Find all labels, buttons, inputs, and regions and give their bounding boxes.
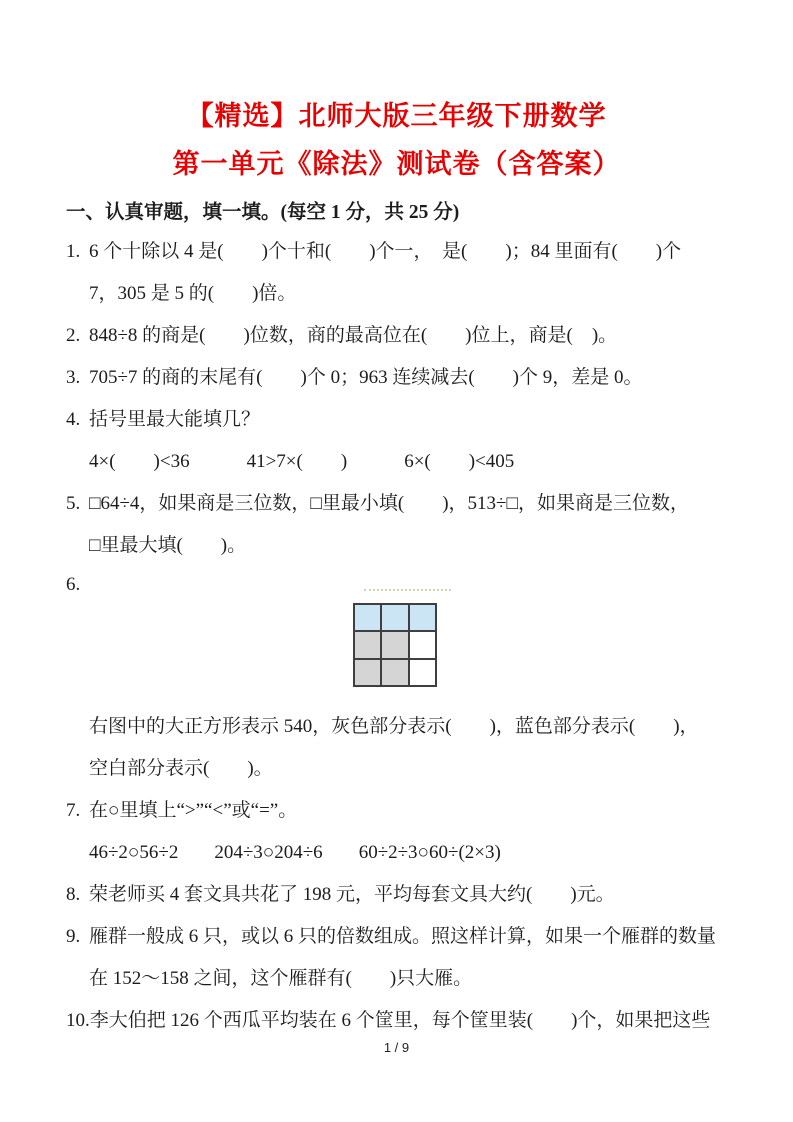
grid-cell [382, 632, 407, 657]
equation: 204÷3○204÷6 [214, 842, 323, 863]
question-line: 空白部分表示( )。 [89, 758, 273, 779]
question-number: 5. [66, 493, 81, 514]
question-line: 在 152～158 之间，这个雁群有( )只大雁。 [89, 968, 473, 989]
equation: 60÷2÷3○60÷(2×3) [358, 842, 501, 863]
question-line: 雁群一般成 6 只，或以 6 只的倍数组成。照这样计算，如果一个雁群的数量 [89, 926, 717, 947]
equation: 41>7×( ) [246, 451, 348, 472]
equation: 6×( )<405 [404, 451, 515, 472]
grid-cell [410, 605, 435, 630]
question-4 [66, 399, 753, 483]
question-line: 6 个十除以 4 是( )个十和( )个一， 是( )；84 里面有( )个 [89, 241, 682, 262]
question-line: 李大伯把 126 个西瓜平均装在 6 个筐里，每个筐里装( )个，如果把这些 [89, 1010, 711, 1031]
grid-figure [353, 603, 437, 687]
question-number: 7. [66, 800, 81, 821]
question-2 [66, 315, 753, 357]
question-5 [66, 483, 753, 567]
question-line: 括号里最大能填几？ [89, 409, 261, 430]
grid-cell [382, 605, 407, 630]
question-number: 4. [66, 409, 81, 430]
equation: 4×( )<36 [89, 451, 190, 472]
question-line: □里最大填( )。 [89, 535, 247, 556]
grid-cell [355, 632, 380, 657]
question-line: 右图中的大正方形表示 540，灰色部分表示( )，蓝色部分表示( )， [89, 716, 699, 737]
question-3 [66, 357, 753, 399]
question-9 [66, 916, 753, 1000]
equation-row [89, 441, 753, 483]
grid-cell [382, 660, 407, 685]
question-line: 705÷7 的商的末尾有( )个 0；963 连续减去( )个 9，差是 0。 [89, 367, 643, 388]
question-number: 9. [66, 926, 81, 947]
question-line: 848÷8 的商是( )位数，商的最高位在( )位上，商是( )。 [89, 325, 618, 346]
doc-title-line2: 第一单元《除法》测试卷（含答案） [172, 149, 621, 179]
question-line: □64÷4，如果商是三位数，□里最小填( )，513÷□，如果商是三位数， [89, 493, 689, 514]
question-number: 10. [66, 1010, 90, 1031]
question-number: 8. [66, 884, 81, 905]
question-line: 7，305 是 5 的( )倍。 [89, 283, 297, 304]
question-line: 在○里填上“>”“<”或“=”。 [89, 800, 298, 821]
section-heading: 一、认真审题，填一填。(每空 1 分，共 25 分) [66, 202, 460, 223]
grid-cell [355, 605, 380, 630]
question-number: 3. [66, 367, 81, 388]
question-line: 荣老师买 4 套文具共花了 198 元，平均每套文具大约( )元。 [89, 884, 615, 905]
faint-dotted-line [364, 589, 451, 591]
grid-cell [355, 660, 380, 685]
grid-cell [410, 632, 435, 657]
question-1 [66, 231, 753, 315]
title-block [0, 0, 793, 188]
square-grid [353, 603, 437, 687]
question-number: 6. [66, 574, 81, 595]
equation-row [89, 832, 753, 874]
question-number: 2. [66, 325, 81, 346]
question-6 [66, 567, 753, 790]
question-number: 1. [66, 241, 81, 262]
grid-cell [410, 660, 435, 685]
doc-title-line1: 【精选】北师大版三年级下册数学 [186, 101, 607, 131]
equation: 46÷2○56÷2 [89, 842, 179, 863]
question-7 [66, 790, 753, 874]
question-8 [66, 874, 753, 916]
question-10 [66, 1000, 753, 1042]
page-number: 1 / 9 [383, 1040, 410, 1055]
